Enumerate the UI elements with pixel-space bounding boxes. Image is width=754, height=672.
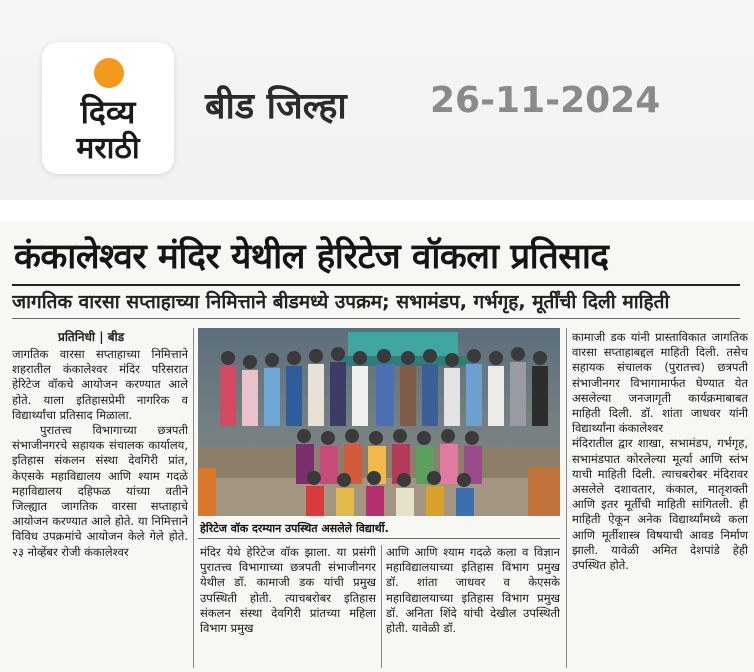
publication-date: 26-11-2024 [430, 80, 661, 121]
column-divider-3 [566, 328, 567, 668]
divya-marathi-logo [42, 42, 174, 174]
district-label: बीड जिल्हा [205, 86, 347, 127]
sun-icon [94, 58, 124, 88]
article-column-2 [200, 545, 376, 669]
article-column-1 [12, 347, 188, 667]
logo-line-1: दिव्य [80, 93, 136, 131]
subheadline-rule [12, 318, 740, 319]
article-column-4 [572, 330, 748, 668]
article-column-3 [386, 545, 560, 669]
column-3-text: आणि आणि श्याम गदळे कला व विज्ञान महाविद्यालयाच्या इतिहास विभाग प्रमुख डॉ. शांता जाधवर व केएसके महाविद्यालयाच्या इतिहास विभाग प्रमुख डॉ. अनिता शिंदे यांची देखील उपस्थिती होती. यावेळी डॉ. [386, 545, 560, 636]
column-1-paragraph-1: जागतिक वारसा सप्ताहाच्या निमित्ताने शहरातील कंकालेश्वर मंदिर परिसरात हेरिटेज वॉकचे आयोजन करण्यात आले होते. याला इतिहासप्रेमी नागरिक व विद्यार्थ्यांचा प्रतिसाद मिळाला. [12, 347, 188, 422]
article-byline: प्रतिनिधी | बीड [58, 330, 125, 344]
article-subheadline: जागतिक वारसा सप्ताहाच्या निमित्ताने बीडमध्ये उपक्रम; सभामंडप, गर्भगृह, मूर्तींची दिली माहिती [12, 291, 670, 313]
heritage-walk-photo [198, 328, 560, 516]
article-headline: कंकालेश्वर मंदिर येथील हेरिटेज वॉकला प्रतिसाद [14, 237, 609, 277]
column-1-paragraph-2: पुरातत्त्व विभागाच्या छत्रपती संभाजीनगरचे सहायक संचालक कार्यालय, इतिहास संकलन संस्था देवगिरी प्रांत, केएसके महाविद्यालय आणि श्याम गदळे महाविद्यालय दहिफळ यांच्या वतीने जिल्ह्यात जागतिक वारसा सप्ताहाचे आयोजन करण्यात आले होते. या निमित्ताने विविध उपक्रमांचे आयोजन केले गेले होते. २३ नोव्हेंबर रोजी कंकालेश्वर [12, 423, 188, 559]
headline-rule [12, 284, 740, 286]
column-divider-2 [381, 545, 382, 668]
photo-caption: हेरिटेज वॉक दरम्यान उपस्थित असलेले विद्यार्थी. [200, 522, 389, 535]
column-4-text-bottom: मंदिरातील द्वार शाखा, सभामंडप, गर्भगृह, सभामंडपात कोरलेल्या मूर्त्या आणि स्तंभ याची माहिती दिली. त्याचबरोबर मंदिरावर असलेले दशावतार, कंकाल, मातृशक्ती आणि इतर मूर्तींची माहिती सांगितली. ही माहिती ऐकून अनेक विद्यार्थ्यांमध्ये कला आणि मूर्तीशास्त्र विषयाची आवड निर्माण झाली. यावेळी अमित देशपांडे हेही उपस्थित होते. [572, 436, 748, 573]
column-2-text: मंदिर येथे हेरिटेज वॉक झाला. या प्रसंगी पुरातत्त्व विभागाच्या छत्रपती संभाजीनगर येथील डॉ. कामाजी डक यांची प्रमुख उपस्थिती होती. त्याचबरोबर इतिहास संकलन संस्था देवगिरी प्रांतच्या महिला विभाग प्रमुख [200, 545, 376, 636]
group-photo-image [198, 328, 560, 516]
column-4-text-top: कामाजी डक यांनी प्रास्ताविकात जागतिक वारसा सप्ताहाबद्दल माहिती दिली. तसेच सहायक संचालक (पुरातत्त्व) छत्रपती संभाजीनगर विभागामार्फत घेण्यात येत असलेल्या जनजागृती कार्यक्रमाबाबत माहिती दिली. डॉ. शांता जाधवर यांनी विद्यार्थ्यांना कंकालेश्वर [572, 330, 748, 436]
caption-rule [198, 538, 560, 539]
column-divider-1 [193, 328, 194, 668]
logo-line-2: मराठी [76, 131, 140, 166]
